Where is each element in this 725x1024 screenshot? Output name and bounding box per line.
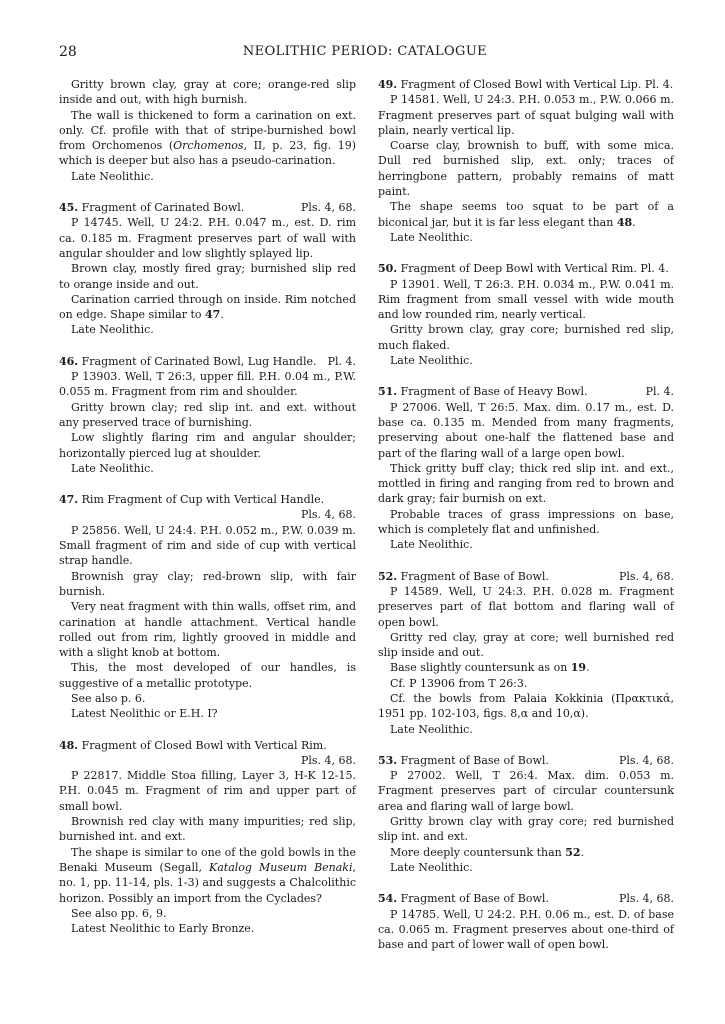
right-column (378, 77, 674, 952)
entry-cross-reference: 19 (570, 661, 587, 675)
entry-paragraph: Cf. the bowls from Palaia Kokkinia (Πρακτικά, 1951 pp. 102-103, figs. 8,α and 10,α). (378, 691, 674, 721)
entry-paragraph: Coarse clay, brownish to buff, with some mica. Dull red burnished slip, ext. only; traces of herringbone pattern, probably remains of matt paint. (378, 139, 674, 199)
plate-reference: Pl. 4. (327, 354, 356, 368)
entry-paragraph: Brown clay, mostly fired gray; burnished slip red to orange inside and out. (59, 262, 356, 291)
entry-heading (378, 261, 674, 276)
entry-title: Fragment of Deep Bowl with Vertical Rim. (400, 262, 637, 276)
entry-paragraph: More deeply countersunk than 52. (390, 845, 585, 859)
entry-heading (378, 753, 674, 768)
entry-date: Late Neolithic. (390, 230, 473, 244)
entry-paragraph: Brownish gray clay; red-brown slip, with fair burnish. (59, 569, 356, 598)
entry-number: 53. (378, 753, 398, 767)
entry-number: 50. (378, 262, 398, 276)
entry-number: 52. (378, 569, 398, 583)
entry-paragraph: Gritty brown clay, gray at core; orange-red slip inside and out, with high burnish. (59, 78, 356, 107)
entry-description: P 14581. Well, U 24:3. P.H. 0.053 m., P.W. 0.066 m. Fragment preserves part of squat bulging wall with plain, nearly vertical lip. (378, 93, 674, 137)
entry-49 (378, 77, 674, 245)
entry-paragraph: Gritty brown clay with gray core; red burnished slip int. and ext. (378, 815, 674, 844)
entry-cross-reference: 52 (565, 845, 581, 859)
entry-cross-reference: 48 (616, 215, 633, 229)
entry-paragraph: Gritty brown clay; red slip int. and ext. without any preserved trace of burnishing. (59, 400, 356, 429)
entry-heading (59, 354, 356, 369)
entry-title: Fragment of Base of Bowl. (400, 892, 549, 906)
entry-date: Late Neolithic. (390, 860, 473, 874)
entry-45 (59, 200, 356, 338)
entry-description: P 27002. Well, T 26:4. Max. dim. 0.053 m. Fragment preserves part of circular countersunk area and flaring wall of large bowl. (378, 769, 674, 813)
entry-number: 48. (59, 738, 79, 752)
entry-paragraph: Base slightly countersunk as on 19. (390, 661, 590, 675)
entry-date: Late Neolithic. (390, 722, 473, 736)
entry-53 (378, 753, 674, 875)
entry-paragraph: Very neat fragment with thin walls, offset rim, and carination at handle attachment. Vertical handle rolled out from rim, lightly grooved in middle and with a slight knob at bottom. (59, 600, 356, 660)
plate-reference: Pl. 4. (645, 385, 674, 399)
entry-paragraph: See also pp. 6, 9. (71, 906, 167, 920)
entry-title: Rim Fragment of Cup with Vertical Handle. (81, 493, 325, 507)
entry-heading (378, 384, 674, 399)
entry-paragraph: Gritty brown clay, gray core; burnished red slip, much flaked. (378, 323, 674, 352)
running-title: NEOLITHIC PERIOD: CATALOGUE (242, 44, 488, 59)
entry-number: 51. (378, 385, 398, 399)
entry-description: P 14745. Well, U 24:2. P.H. 0.047 m., est. D. rim ca. 0.185 m. Fragment preserves part of wall with angular shoulder and low slightly splayed lip. (59, 216, 356, 260)
entry-paragraph: This, the most developed of our handles, is suggestive of a metallic prototype. (59, 661, 356, 690)
entry-46 (59, 354, 356, 476)
entry-title: Fragment of Closed Bowl with Vertical Lip. (400, 78, 642, 91)
entry-48 (59, 738, 356, 937)
entry-51 (378, 384, 674, 552)
entry-date: Late Neolithic. (71, 323, 154, 337)
entry-description: P 13901. Well, T 26:3. P.H. 0.034 m., P.W. 0.041 m. Rim fragment from small vessel with wide mouth and low rounded rim, nearly vertical. (378, 277, 674, 322)
entry-heading (59, 200, 356, 215)
entry-47 (59, 492, 356, 721)
entry-title: Fragment of Base of Bowl. (400, 753, 549, 767)
entry-number: 47. (59, 493, 79, 507)
entry-title: Fragment of Carinated Bowl. (81, 201, 245, 215)
entry-cross-reference: 47 (205, 308, 221, 322)
plate-reference: Pls. 4, 68. (300, 201, 356, 215)
entry-paragraph: Low slightly flaring rim and angular shoulder; horizontally pierced lug at shoulder. (59, 431, 356, 460)
entry-heading (378, 77, 674, 92)
entry-44-continuation (59, 77, 356, 184)
entry-paragraph: The shape seems too squat to be part of a biconical jar, but it is far less elegant than 48. (378, 200, 674, 229)
entry-paragraph: Thick gritty buff clay; thick red slip int. and ext., mottled in firing and ranging from red to brown and dark gray; fair burnish on ext. (378, 461, 674, 506)
entry-date: Late Neolithic. (71, 169, 154, 183)
entry-paragraph: Cf. P 13906 from T 26:3. (390, 676, 528, 690)
entry-paragraph: The shape is similar to one of the gold bowls in the Benaki Museum (Segall, Katalog Museum Benaki, no. 1, pp. 11-14, pls. 1-3) and suggests a Chalcolithic horizon. Possibly an import from the Cyclades? (59, 845, 356, 905)
entry-description: P 14589. Well, U 24:3. P.H. 0.028 m. Fragment preserves part of flat bottom and flaring wall of open bowl. (378, 584, 674, 629)
entry-description: P 13903. Well, T 26:3, upper fill. P.H. 0.04 m., P.W. 0.055 m. Fragment from rim and shoulder. (59, 370, 356, 399)
entry-description: P 14785. Well, U 24:2. P.H. 0.06 m., est. D. of base ca. 0.065 m. Fragment preserves about one-third of base and part of lower wall of open bowl. (378, 907, 674, 952)
entry-50 (378, 261, 674, 368)
page-header (59, 44, 671, 64)
entry-description: P 27006. Well, T 26:5. Max. dim. 0.17 m., est. D. base ca. 0.135 m. Mended from many fragments, preserving about one-half the flattened base and part of the flaring wall of a large open bowl. (378, 400, 674, 460)
entry-title: Fragment of Closed Bowl with Vertical Rim. (81, 738, 327, 752)
entry-title: Fragment of Base of Bowl. (400, 569, 549, 583)
entry-date: Late Neolithic. (390, 354, 473, 368)
plate-reference: Pls. 4, 68. (618, 753, 674, 767)
entry-heading (378, 891, 674, 906)
entry-date: Late Neolithic. (390, 538, 473, 552)
page-number: 28 (59, 44, 77, 60)
plate-reference: Pls. 4, 68. (618, 892, 674, 906)
entry-description: P 22817. Middle Stoa filling, Layer 3, H-K 12-15. P.H. 0.045 m. Fragment of rim and upper part of small bowl. (59, 769, 356, 813)
entry-paragraph: Probable traces of grass impressions on base, which is completely flat and unfinished. (378, 507, 674, 537)
italic-citation: Katalog Museum Benaki (209, 860, 353, 874)
plate-reference: Pls. 4, 68. (300, 753, 356, 767)
entry-number: 46. (59, 354, 79, 368)
entry-paragraph: The wall is thickened to form a carination on ext. only. Cf. profile with that of stripe-burnished bowl from Orchomenos (Orchomenos, II, p. 23, fig. 19) which is deeper but also has a pseudo-carination. (59, 108, 356, 168)
entry-description: P 25856. Well, U 24:4. P.H. 0.052 m., P.W. 0.039 m. Small fragment of rim and side of cup with vertical strap handle. (59, 523, 356, 568)
entry-52 (378, 569, 674, 737)
italic-citation: Orchomenos (173, 139, 244, 153)
entry-number: 54. (378, 892, 398, 906)
entry-number: 49. (378, 78, 398, 91)
entry-title: Fragment of Base of Heavy Bowl. (400, 385, 588, 399)
entry-paragraph: Gritty red clay, gray at core; well burnished red slip inside and out. (378, 630, 674, 660)
entry-number: 45. (59, 201, 79, 215)
entry-paragraph: Carination carried through on inside. Rim notched on edge. Shape similar to 47. (59, 292, 356, 322)
plate-reference: Pls. 4, 68. (300, 508, 356, 522)
plate-reference: Pl. 4. (640, 262, 669, 276)
entry-heading (59, 738, 356, 753)
plate-reference: Pls. 4, 68. (618, 569, 674, 583)
entry-paragraph: See also p. 6. (71, 691, 146, 705)
entry-paragraph: Brownish red clay with many impurities; red slip, burnished int. and ext. (59, 815, 356, 844)
entry-54 (378, 891, 674, 952)
entry-heading (59, 492, 356, 507)
entry-date: Latest Neolithic or E.H. I? (71, 707, 218, 721)
entry-date: Latest Neolithic to Early Bronze. (71, 922, 255, 936)
entry-title: Fragment of Carinated Bowl, Lug Handle. (81, 354, 317, 368)
entry-date: Late Neolithic. (71, 461, 154, 475)
left-column (59, 77, 356, 936)
plate-reference: Pl. 4. (644, 78, 674, 91)
entry-heading (378, 569, 674, 584)
